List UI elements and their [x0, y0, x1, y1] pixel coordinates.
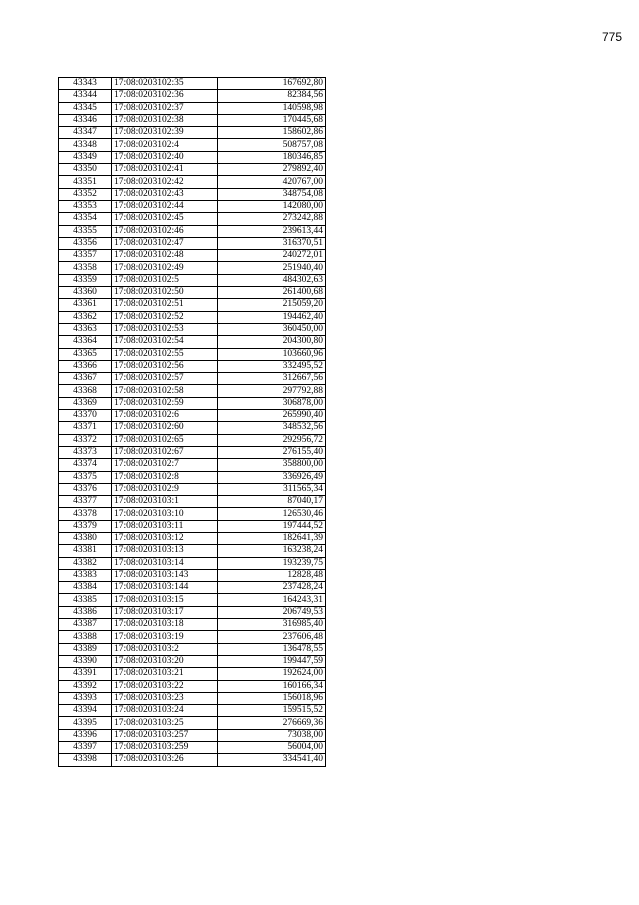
table-row: [59, 619, 326, 631]
cadastral-number-cell: 17:08:0203103:2: [112, 643, 218, 655]
cadastral-number-cell: 17:08:0203102:41: [112, 164, 218, 176]
value-cell: 311565,34: [218, 483, 326, 495]
value-cell: 182641,39: [218, 532, 326, 544]
table-row: [59, 483, 326, 495]
value-cell: 316370,51: [218, 237, 326, 249]
cadastral-number-cell: 17:08:0203103:14: [112, 557, 218, 569]
value-cell: 273242,88: [218, 213, 326, 225]
table-row: [59, 496, 326, 508]
value-cell: 332495,52: [218, 360, 326, 372]
table-row: [59, 459, 326, 471]
value-cell: 180346,85: [218, 151, 326, 163]
cadastral-number-cell: 17:08:0203102:5: [112, 274, 218, 286]
table-row: [59, 729, 326, 741]
table-row: [59, 545, 326, 557]
row-number-cell: 43374: [59, 459, 112, 471]
row-number-cell: 43375: [59, 471, 112, 483]
cadastral-number-cell: 17:08:0203103:24: [112, 705, 218, 717]
cadastral-number-cell: 17:08:0203103:25: [112, 717, 218, 729]
cadastral-number-cell: 17:08:0203102:8: [112, 471, 218, 483]
table-row: [59, 225, 326, 237]
value-cell: 292956,72: [218, 434, 326, 446]
value-cell: 206749,53: [218, 606, 326, 618]
cadastral-number-cell: 17:08:0203103:18: [112, 619, 218, 631]
row-number-cell: 43353: [59, 200, 112, 212]
value-cell: 163238,24: [218, 545, 326, 557]
row-number-cell: 43343: [59, 78, 112, 90]
cadastral-number-cell: 17:08:0203103:143: [112, 569, 218, 581]
row-number-cell: 43351: [59, 176, 112, 188]
cadastral-number-cell: 17:08:0203103:12: [112, 532, 218, 544]
cadastral-number-cell: 17:08:0203102:44: [112, 200, 218, 212]
value-cell: 239613,44: [218, 225, 326, 237]
table-row: [59, 311, 326, 323]
table-row: [59, 151, 326, 163]
table-row: [59, 299, 326, 311]
cadastral-number-cell: 17:08:0203102:65: [112, 434, 218, 446]
value-cell: 56004,00: [218, 742, 326, 754]
row-number-cell: 43380: [59, 532, 112, 544]
cadastral-number-cell: 17:08:0203102:57: [112, 373, 218, 385]
value-cell: 87040,17: [218, 496, 326, 508]
row-number-cell: 43350: [59, 164, 112, 176]
cadastral-number-cell: 17:08:0203102:39: [112, 127, 218, 139]
table-row: [59, 705, 326, 717]
row-number-cell: 43348: [59, 139, 112, 151]
value-cell: 334541,40: [218, 754, 326, 766]
table-row: [59, 200, 326, 212]
row-number-cell: 43397: [59, 742, 112, 754]
cadastral-number-cell: 17:08:0203103:11: [112, 520, 218, 532]
cadastral-number-cell: 17:08:0203102:58: [112, 385, 218, 397]
value-cell: 164243,31: [218, 594, 326, 606]
value-cell: 12828,48: [218, 569, 326, 581]
cadastral-number-cell: 17:08:0203103:1: [112, 496, 218, 508]
table-row: [59, 102, 326, 114]
value-cell: 240272,01: [218, 250, 326, 262]
row-number-cell: 43357: [59, 250, 112, 262]
row-number-cell: 43382: [59, 557, 112, 569]
value-cell: 297792,88: [218, 385, 326, 397]
cadastral-number-cell: 17:08:0203102:46: [112, 225, 218, 237]
row-number-cell: 43387: [59, 619, 112, 631]
table-row: [59, 508, 326, 520]
table-row: [59, 90, 326, 102]
value-cell: 237428,24: [218, 582, 326, 594]
row-number-cell: 43386: [59, 606, 112, 618]
value-cell: 126530,46: [218, 508, 326, 520]
cadastral-number-cell: 17:08:0203102:4: [112, 139, 218, 151]
table-row: [59, 323, 326, 335]
table-row: [59, 336, 326, 348]
cadastral-number-cell: 17:08:0203103:26: [112, 754, 218, 766]
row-number-cell: 43369: [59, 397, 112, 409]
cadastral-number-cell: 17:08:0203103:19: [112, 631, 218, 643]
row-number-cell: 43392: [59, 680, 112, 692]
table-row: [59, 139, 326, 151]
cadastral-number-cell: 17:08:0203102:55: [112, 348, 218, 360]
cadastral-number-cell: 17:08:0203102:43: [112, 188, 218, 200]
page-number: 775: [601, 30, 622, 44]
value-cell: 159515,52: [218, 705, 326, 717]
value-cell: 276155,40: [218, 446, 326, 458]
cadastral-number-cell: 17:08:0203102:40: [112, 151, 218, 163]
table-row: [59, 680, 326, 692]
cadastral-number-cell: 17:08:0203102:54: [112, 336, 218, 348]
table-row: [59, 692, 326, 704]
value-cell: 194462,40: [218, 311, 326, 323]
row-number-cell: 43379: [59, 520, 112, 532]
value-cell: 279892,40: [218, 164, 326, 176]
value-cell: 348532,56: [218, 422, 326, 434]
cadastral-number-cell: 17:08:0203102:38: [112, 114, 218, 126]
cadastral-number-cell: 17:08:0203103:257: [112, 729, 218, 741]
cadastral-number-cell: 17:08:0203103:17: [112, 606, 218, 618]
value-cell: 336926,49: [218, 471, 326, 483]
table-row: [59, 373, 326, 385]
row-number-cell: 43365: [59, 348, 112, 360]
cadastral-number-cell: 17:08:0203102:53: [112, 323, 218, 335]
cadastral-number-cell: 17:08:0203103:21: [112, 668, 218, 680]
table-row: [59, 446, 326, 458]
table-row: [59, 237, 326, 249]
row-number-cell: 43377: [59, 496, 112, 508]
row-number-cell: 43346: [59, 114, 112, 126]
cadastral-number-cell: 17:08:0203103:13: [112, 545, 218, 557]
row-number-cell: 43366: [59, 360, 112, 372]
row-number-cell: 43362: [59, 311, 112, 323]
table-row: [59, 360, 326, 372]
table-row: [59, 114, 326, 126]
value-cell: 156018,96: [218, 692, 326, 704]
value-cell: 199447,59: [218, 655, 326, 667]
value-cell: 160166,34: [218, 680, 326, 692]
value-cell: 158602,86: [218, 127, 326, 139]
value-cell: 103660,96: [218, 348, 326, 360]
row-number-cell: 43368: [59, 385, 112, 397]
value-cell: 484302,63: [218, 274, 326, 286]
cadastral-number-cell: 17:08:0203103:15: [112, 594, 218, 606]
table-body: [59, 78, 326, 767]
row-number-cell: 43376: [59, 483, 112, 495]
row-number-cell: 43383: [59, 569, 112, 581]
table-row: [59, 594, 326, 606]
table-row: [59, 410, 326, 422]
table-row: [59, 557, 326, 569]
row-number-cell: 43355: [59, 225, 112, 237]
value-cell: 73038,00: [218, 729, 326, 741]
value-cell: 316985,40: [218, 619, 326, 631]
value-cell: 265990,40: [218, 410, 326, 422]
row-number-cell: 43354: [59, 213, 112, 225]
row-number-cell: 43384: [59, 582, 112, 594]
row-number-cell: 43389: [59, 643, 112, 655]
cadastral-number-cell: 17:08:0203102:49: [112, 262, 218, 274]
value-cell: 192624,00: [218, 668, 326, 680]
table-row: [59, 742, 326, 754]
row-number-cell: 43367: [59, 373, 112, 385]
value-cell: 312667,56: [218, 373, 326, 385]
cadastral-number-cell: 17:08:0203102:7: [112, 459, 218, 471]
row-number-cell: 43372: [59, 434, 112, 446]
table-row: [59, 582, 326, 594]
value-cell: 276669,36: [218, 717, 326, 729]
value-cell: 358800,00: [218, 459, 326, 471]
row-number-cell: 43398: [59, 754, 112, 766]
row-number-cell: 43361: [59, 299, 112, 311]
value-cell: 193239,75: [218, 557, 326, 569]
table-row: [59, 717, 326, 729]
table-row: [59, 520, 326, 532]
row-number-cell: 43378: [59, 508, 112, 520]
table-row: [59, 569, 326, 581]
cadastral-number-cell: 17:08:0203102:47: [112, 237, 218, 249]
table-row: [59, 434, 326, 446]
value-cell: 251940,40: [218, 262, 326, 274]
row-number-cell: 43359: [59, 274, 112, 286]
table-row: [59, 471, 326, 483]
table-row: [59, 348, 326, 360]
table-row: [59, 754, 326, 766]
table-row: [59, 176, 326, 188]
cadastral-number-cell: 17:08:0203102:36: [112, 90, 218, 102]
table-row: [59, 78, 326, 90]
cadastral-number-cell: 17:08:0203102:51: [112, 299, 218, 311]
cadastral-number-cell: 17:08:0203103:22: [112, 680, 218, 692]
table-row: [59, 274, 326, 286]
row-number-cell: 43396: [59, 729, 112, 741]
cadastral-number-cell: 17:08:0203103:259: [112, 742, 218, 754]
row-number-cell: 43395: [59, 717, 112, 729]
value-cell: 215059,20: [218, 299, 326, 311]
row-number-cell: 43356: [59, 237, 112, 249]
row-number-cell: 43349: [59, 151, 112, 163]
table-row: [59, 631, 326, 643]
row-number-cell: 43388: [59, 631, 112, 643]
value-cell: 420767,00: [218, 176, 326, 188]
cadastral-number-cell: 17:08:0203103:10: [112, 508, 218, 520]
cadastral-number-cell: 17:08:0203103:144: [112, 582, 218, 594]
row-number-cell: 43390: [59, 655, 112, 667]
row-number-cell: 43358: [59, 262, 112, 274]
cadastral-number-cell: 17:08:0203103:23: [112, 692, 218, 704]
row-number-cell: 43363: [59, 323, 112, 335]
row-number-cell: 43347: [59, 127, 112, 139]
cadastral-number-cell: 17:08:0203102:42: [112, 176, 218, 188]
value-cell: 140598,98: [218, 102, 326, 114]
row-number-cell: 43352: [59, 188, 112, 200]
table-row: [59, 385, 326, 397]
table-row: [59, 250, 326, 262]
value-cell: 82384,56: [218, 90, 326, 102]
cadastral-number-cell: 17:08:0203102:67: [112, 446, 218, 458]
cadastral-number-cell: 17:08:0203103:20: [112, 655, 218, 667]
row-number-cell: 43364: [59, 336, 112, 348]
value-cell: 306878,00: [218, 397, 326, 409]
cadastral-number-cell: 17:08:0203102:35: [112, 78, 218, 90]
value-cell: 348754,08: [218, 188, 326, 200]
value-cell: 204300,80: [218, 336, 326, 348]
cadastral-number-cell: 17:08:0203102:37: [112, 102, 218, 114]
row-number-cell: 43373: [59, 446, 112, 458]
cadastral-number-cell: 17:08:0203102:9: [112, 483, 218, 495]
table-row: [59, 422, 326, 434]
row-number-cell: 43393: [59, 692, 112, 704]
cadastral-number-cell: 17:08:0203102:45: [112, 213, 218, 225]
value-cell: 360450,00: [218, 323, 326, 335]
value-cell: 237606,48: [218, 631, 326, 643]
table-row: [59, 188, 326, 200]
cadastral-number-cell: 17:08:0203102:50: [112, 287, 218, 299]
cadastral-number-cell: 17:08:0203102:56: [112, 360, 218, 372]
cadastral-number-cell: 17:08:0203102:60: [112, 422, 218, 434]
cadastral-number-cell: 17:08:0203102:6: [112, 410, 218, 422]
row-number-cell: 43391: [59, 668, 112, 680]
row-number-cell: 43370: [59, 410, 112, 422]
value-cell: 136478,55: [218, 643, 326, 655]
table-row: [59, 606, 326, 618]
cadastral-number-cell: 17:08:0203102:59: [112, 397, 218, 409]
value-cell: 197444,52: [218, 520, 326, 532]
row-number-cell: 43371: [59, 422, 112, 434]
row-number-cell: 43360: [59, 287, 112, 299]
table-row: [59, 643, 326, 655]
cadastral-number-cell: 17:08:0203102:52: [112, 311, 218, 323]
cadastral-number-cell: 17:08:0203102:48: [112, 250, 218, 262]
table-row: [59, 287, 326, 299]
value-cell: 167692,80: [218, 78, 326, 90]
row-number-cell: 43385: [59, 594, 112, 606]
row-number-cell: 43381: [59, 545, 112, 557]
value-cell: 142080,00: [218, 200, 326, 212]
table-row: [59, 397, 326, 409]
value-cell: 170445,68: [218, 114, 326, 126]
table-row: [59, 213, 326, 225]
row-number-cell: 43344: [59, 90, 112, 102]
table-row: [59, 127, 326, 139]
table-row: [59, 262, 326, 274]
value-cell: 261400,68: [218, 287, 326, 299]
cadastral-value-table: [58, 77, 326, 767]
value-cell: 508757,08: [218, 139, 326, 151]
table-row: [59, 532, 326, 544]
row-number-cell: 43394: [59, 705, 112, 717]
row-number-cell: 43345: [59, 102, 112, 114]
table-row: [59, 655, 326, 667]
table-row: [59, 164, 326, 176]
table-row: [59, 668, 326, 680]
